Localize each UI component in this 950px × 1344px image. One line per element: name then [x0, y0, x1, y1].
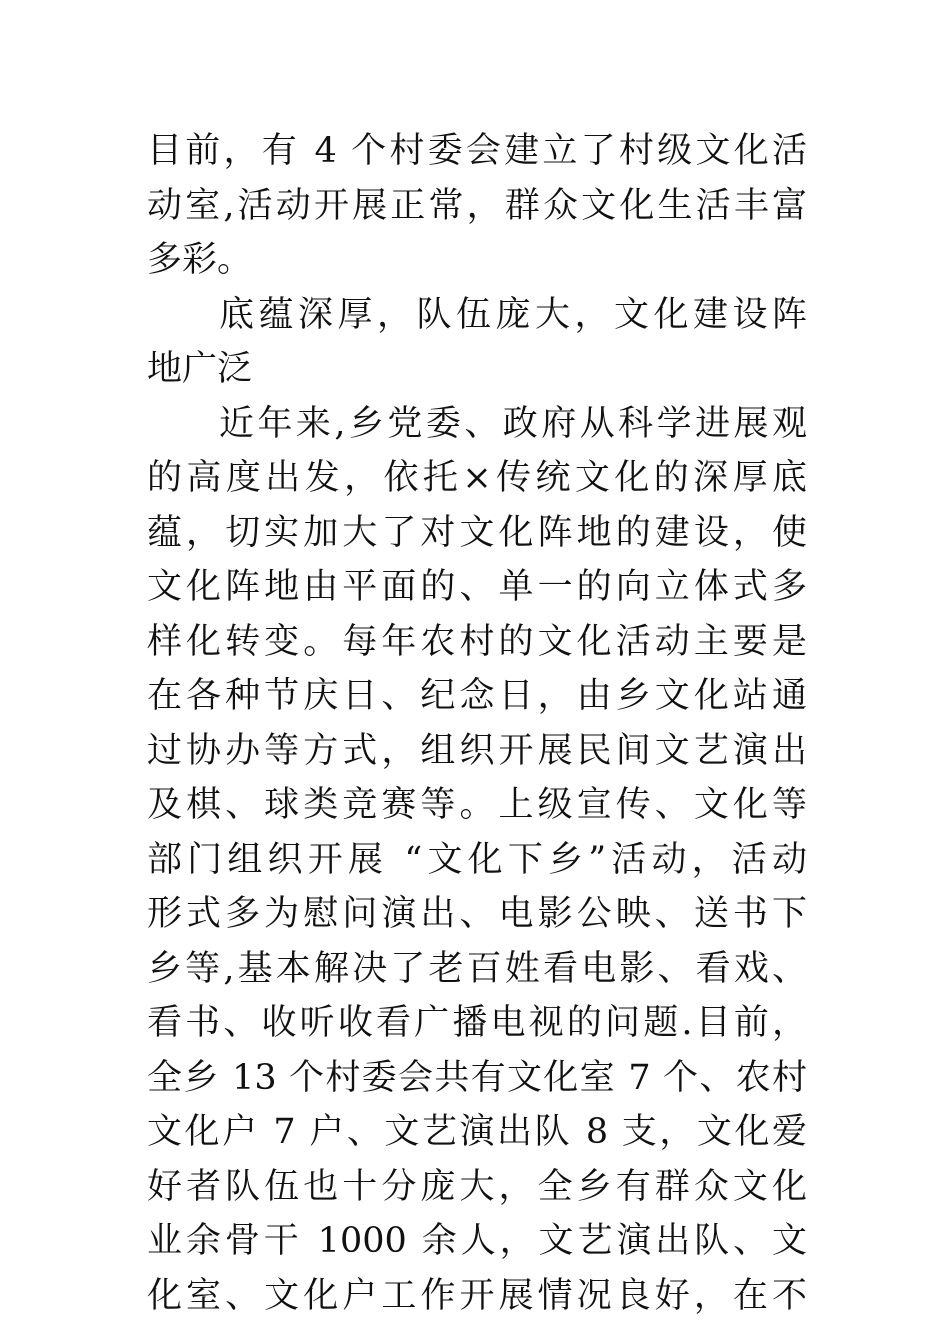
- text-line: 的高度出发，依托×传统文化的深厚底: [147, 458, 807, 498]
- section-heading-line: 地广泛: [147, 349, 253, 389]
- text-line: 过协办等方式，组织开展民间文艺演出: [147, 730, 807, 771]
- text-line: 近年来,乡党委、政府从科学进展观: [219, 403, 807, 444]
- text-line: 化室、文化户工作开展情况良好，在不: [147, 1275, 807, 1316]
- text-line: 部门组织开展 “文化下乡”活动，活动: [147, 839, 807, 880]
- text-line: 业余骨干 1000 余人，文艺演出队、文: [147, 1221, 807, 1261]
- text-line: 蕴，切实加大了对文化阵地的建设，使: [147, 512, 807, 553]
- text-line: 文化阵地由平面的、单一的向立体式多: [147, 567, 807, 607]
- text-line: 形式多为慰问演出、电影公映、送书下: [147, 894, 807, 934]
- text-line: 好者队伍也十分庞大，全乡有群众文化: [147, 1166, 807, 1207]
- text-line: 及棋、球类竞赛等。上级宣传、文化等: [147, 785, 807, 825]
- text-line: 乡等,基本解决了老百姓看电影、看戏、: [147, 948, 807, 989]
- text-line: 动室,活动开展正常，群众文化生活丰富: [147, 185, 807, 226]
- section-heading-line: 底蕴深厚，队伍庞大，文化建设阵: [219, 294, 807, 335]
- text-line: 看书、收听收看广播电视的问题.目前，: [147, 1003, 807, 1043]
- text-line: 多彩。: [147, 240, 253, 280]
- body-text: [147, 124, 807, 1323]
- text-line: 全乡 13 个村委会共有文化室 7 个、农村: [147, 1057, 807, 1098]
- text-line: 样化转变。每年农村的文化活动主要是: [147, 621, 807, 662]
- text-line: 目前，有 4 个村委会建立了村级文化活: [147, 131, 807, 171]
- text-line: 文化户 7 户、文艺演出队 8 支，文化爱: [147, 1112, 807, 1152]
- text-line: 在各种节庆日、纪念日，由乡文化站通: [147, 676, 807, 716]
